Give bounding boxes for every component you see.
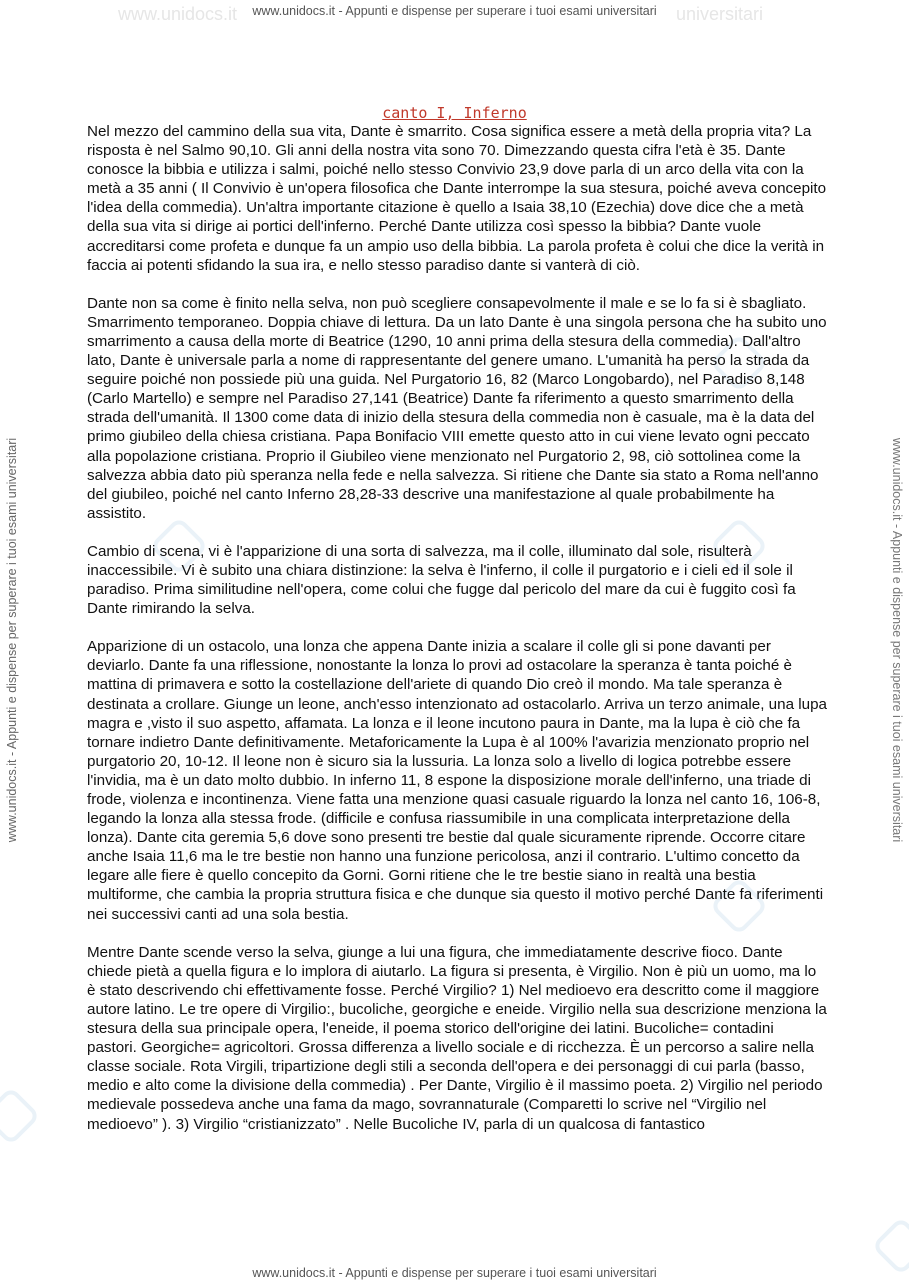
right-side-watermark: www.unidocs.it - Appunti e dispense per superare i tuoi esami universitari bbox=[890, 437, 904, 843]
left-side-watermark: www.unidocs.it - Appunti e dispense per superare i tuoi esami universitari bbox=[5, 437, 19, 843]
faint-watermark-top-right: universitari bbox=[676, 4, 764, 24]
paragraph-2: Dante non sa come è finito nella selva, non può scegliere consapevolmente il male e se lo fa si è sbagliato. Smarrimento temporaneo. Doppia chiave di lettura. Da un lato Dante è una singola persona che ha subito uno smarrimento a causa della morte di Beatrice (1290, 10 anni prima della stesura della commedia). Dall'altro lato, Dante è universale parla a nome di rappresentante del genere umano. L'umanità ha perso la strada da seguire poiché non possiede più una guida. Nel Purgatorio 16, 82 (Marco Longobardo), nel Paradiso 8,148 (Carlo Martello) e sempre nel Paradiso 27,141 (Beatrice) Dante fa riferimento a questo smarrimento della strada dell'umanità. Il 1300 come data di inizio della stesura della commedia non è casuale, ma è la data del primo giubileo della chiesa cristiana. Papa Bonifacio VIII emette questo atto in cui viene levato ogni peccato alla popolazione cristiana. Proprio il Giubileo viene menzionato nel Purgatorio 2, 98, ciò sottolinea come la salvezza abbia dato più speranza nella fede e nella salvezza. Si ritiene che Dante sia stato a Roma nell'anno del giubileo, poiché nel canto Inferno 28,28-33 descrive una manifestazione al quale probabilmente ha assistito. bbox=[87, 294, 827, 522]
document-title: canto I, Inferno bbox=[382, 104, 527, 122]
paragraph-4: Apparizione di un ostacolo, una lonza che appena Dante inizia a scalare il colle gli si pone davanti per deviarlo. Dante fa una riflessione, nonostante la lonza lo provi ad ostacolare la speranza è tanta poiché è mattina di primavera e sotto la costellazione dell'ariete di quando Dio creò il mondo. Ma tale speranza è destinata a crollare. Giunge un leone, anch'esso intenzionato ad ostacolarlo. Arriva un terzo animale, una lupa magra e ,visto il suo aspetto, affamata. La lonza e il leone incutono paura in Dante, ma la lupa è ciò che fa tornare indietro Dante definitivamente. Metaforicamente la Lupa è al 100% l'avarizia menzionato proprio nel purgatorio 20, 10-12. Il leone non è sicuro sia la lussuria. La lonza solo a livello di logica potrebbe essere l'invidia, ma è un dato molto dubbio. In inferno 11, 8 espone la disposizione morale dell'inferno, una triade di frode, violenza e incontinenza. Viene fatta una menzione quasi casuale riguardo la lonza nel canto 16, 106-8, legando la lonza alla stessa frode. (difficile e confusa riassumibile in una complicata interpretazione della lonza). Dante cita geremia 5,6 dove sono presenti tre bestie dal quale sicuramente riprende. Occorre citare anche Isaia 11,6 ma le tre bestie non hanno una funzione pericolosa, anzi il contrario. L'ultimo concetto da legare alle fiere è quello concepito da Gorni. Gorni ritiene che le tre bestie siano in realtà una bestia multiforme, che cambia la propria struttura fisica e che dunque sia questo il motivo perché Dante fa riferimenti nei successivi canti ad una sola bestia. bbox=[87, 638, 827, 923]
watermark-logo-icon bbox=[0, 1086, 41, 1145]
faint-watermark-top: www.unidocs.it bbox=[118, 4, 238, 24]
document-body bbox=[87, 122, 827, 1153]
header-watermark: www.unidocs.it - Appunti e dispense per superare i tuoi esami universitari bbox=[252, 4, 657, 18]
paragraph-5: Mentre Dante scende verso la selva, giunge a lui una figura, che immediatamente descrive fioco. Dante chiede pietà a quella figura e lo implora di aiutarlo. La figura si presenta, è Virgilio. Non è più un uomo, ma lo è stato descrivendo chi effettivamente fosse. Perché Virgilio? 1) Nel medioevo era descritto come il maggiore autore latino. Le tre opere di Virgilio:, bucoliche, georgiche e eneide. Virgilio nella sua descrizione menziona la stesura della sua principale opera, l'eneide, il poema storico dell'origine dei latini. Bucoliche= contadini pastori. Georgiche= agricoltori. Grossa differenza a livello sociale e di ricchezza. È un percorso a salire nella classe sociale. Rota Virgili, tripartizione degli stili a seconda dell'opera e dei personaggi di cui parla (basso, medio e alto come la divisione della commedia) . Per Dante, Virgilio è il massimo poeta. 2) Virgilio nel periodo medievale possedeva anche una fama da mago, sovrannaturale (Comparetti lo scrive nel “Virgilio nel medioevo” ). 3) Virgilio “cristianizzato” . Nelle Bucoliche IV, parla di un qualcosa di fantastico bbox=[87, 943, 827, 1133]
paragraph-3: Cambio di scena, vi è l'apparizione di una sorta di salvezza, ma il colle, illuminato dal sole, risulterà inaccessibile. Vi è subito una chiara distinzione: la selva è l'inferno, il colle il purgatorio e i cieli ed il sole il paradiso. Prima similitudine nell'opera, come colui che fugge dal pericolo del mare da cui è fuggito così fa Dante rimirando la selva. bbox=[87, 542, 796, 618]
footer-watermark: www.unidocs.it - Appunti e dispense per superare i tuoi esami universitari bbox=[252, 1266, 657, 1280]
paragraph-1: Nel mezzo del cammino della sua vita, Dante è smarrito. Cosa significa essere a metà della propria vita? La risposta è nel Salmo 90,10. Gli anni della nostra vita sono 70. Dimezzando questa cifra l'età è 35. Dante conosce la bibbia e utilizza i salmi, poiché nello stesso Convivio 23,9 dove parla di un arco della vita con la metà a 35 anni ( Il Convivio è un'opera filosofica che Dante interrompe la sua stesura, poiché aveva concepito l'idea della commedia). Un'altra importante citazione è quello a Isaia 38,10 (Ezechia) dove dice che a metà della sua vita si dirige ai portici dell'inferno. Perché Dante utilizza così spesso la bibbia? Dante vuole accreditarsi come profeta e dunque fa un ampio uso della bibbia. La parola profeta è colui che dice la verità in faccia ai potenti sfidando la sua ira, e nello stesso paradiso dante si vanterà di ciò. bbox=[87, 123, 827, 274]
